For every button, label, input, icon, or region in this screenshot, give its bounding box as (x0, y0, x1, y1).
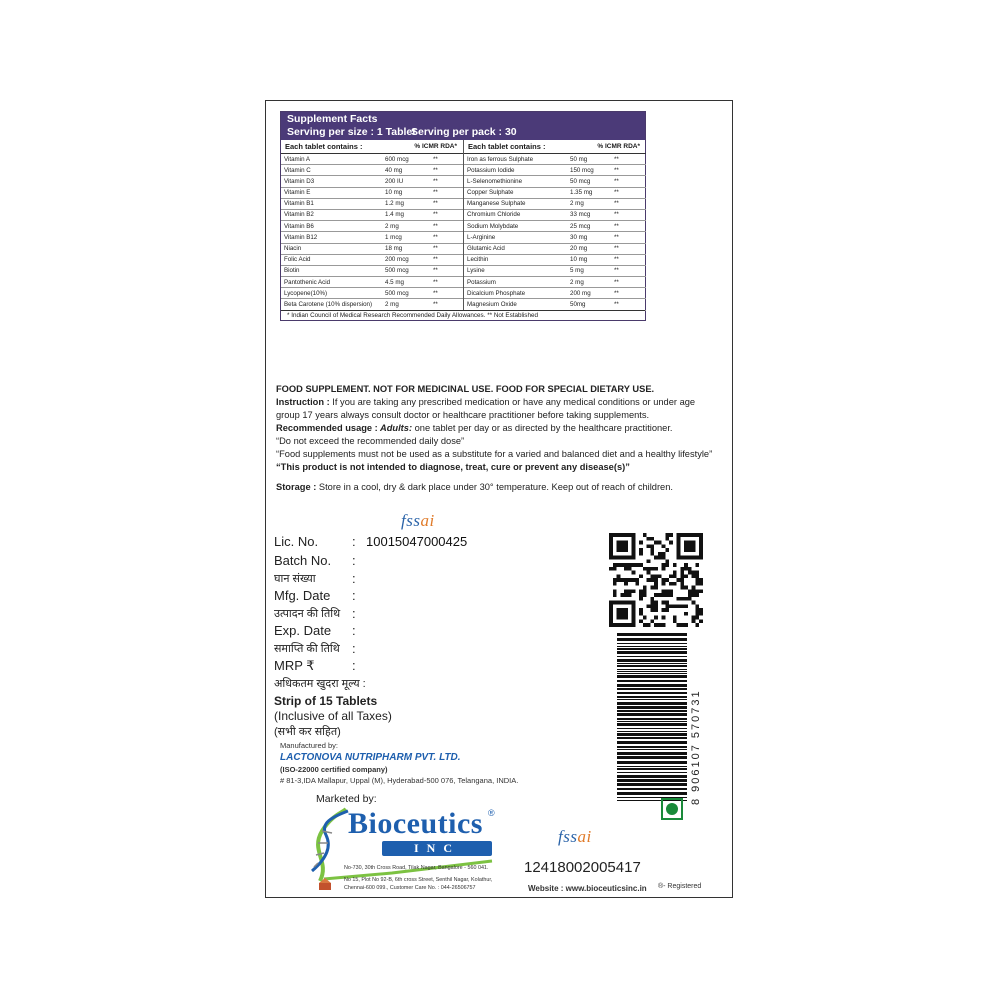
storage-line (276, 481, 673, 494)
disclaimer: “This product is not intended to diagnose, treat, cure or prevent any disease(s)” (276, 462, 630, 472)
inclusive-taxes: (Inclusive of all Taxes) (274, 709, 392, 723)
storage-label: Storage : (276, 482, 317, 492)
nutrient-rda: ** (614, 289, 619, 297)
batch-hindi-colon: : (352, 571, 356, 586)
dose-warning: “Do not exceed the recommended daily dose” (276, 436, 465, 446)
nutrient-name: Biotin (284, 267, 300, 275)
qr-code (609, 533, 703, 627)
supplement-row (281, 210, 463, 221)
nutrient-quantity: 25 mcg (570, 222, 591, 230)
supplement-row (464, 210, 646, 221)
supplement-row (281, 266, 463, 277)
nutrient-quantity: 40 mg (385, 166, 403, 174)
nutrient-rda: ** (614, 177, 619, 185)
supplement-row (464, 266, 646, 277)
product-label-panel (265, 100, 733, 898)
fssai-logo: fssai (401, 511, 435, 530)
supplement-footnote (281, 310, 645, 322)
marketer-address-1: No-730, 30th Cross Road, Tilak Nagar, Bangalore - 560 041. (344, 865, 489, 871)
instruction-line-2: group 17 years always consult doctor or healthcare practitioner before taking supplements. (276, 410, 650, 420)
nutrient-quantity: 2 mg (385, 222, 399, 230)
instruction-text: If you are taking any prescribed medication or have any medical conditions or under age (329, 397, 696, 407)
exp-date-label: Exp. Date (274, 623, 332, 638)
supplement-facts-title: Supplement Facts (287, 113, 378, 125)
supplement-row (464, 188, 646, 199)
website: Website : www.bioceuticsinc.in (528, 884, 647, 893)
supplement-row (281, 154, 463, 165)
lic-colon: : (352, 534, 356, 549)
column-header (281, 140, 463, 154)
nutrient-quantity: 200 IU (385, 177, 404, 185)
nutrient-rda: ** (614, 155, 619, 163)
nutrient-rda: ** (614, 189, 619, 197)
marketed-by-label: Marketed by: (316, 793, 377, 805)
nutrient-name: Sodium Molybdate (467, 222, 519, 230)
supplement-facts-table (280, 111, 646, 321)
nutrient-rda: ** (433, 245, 438, 252)
supplement-row (281, 277, 463, 288)
supplement-row (281, 165, 463, 176)
nutrient-rda: ** (433, 256, 438, 264)
serving-per-pack: Serving per pack : 30 (411, 126, 517, 138)
brand-registered-mark: ® (488, 808, 495, 818)
nutrient-rda: ** (433, 155, 438, 163)
nutrient-name: Vitamin D3 (284, 177, 315, 185)
nutrient-quantity: 18 mg (385, 245, 403, 252)
nutrient-name: L-Arginine (467, 233, 496, 241)
nutrient-rda: ** (614, 233, 619, 241)
nutrient-rda: ** (614, 245, 619, 252)
marketer-address-2: No 15, Plot No 92-B, 6th cross Street, Senthil Nagar, Kolathur, (344, 877, 493, 883)
supplement-row (464, 232, 646, 243)
nutrient-quantity: 10 mg (570, 256, 588, 264)
usage-line (276, 422, 673, 435)
supplement-row (464, 176, 646, 187)
supplement-row (464, 277, 646, 288)
usage-adults: Adults: (377, 423, 413, 433)
nutrient-quantity: 1.4 mg (385, 211, 404, 219)
supplement-row (464, 244, 646, 255)
nutrient-rda: ** (433, 189, 438, 197)
lic-no-value: 10015047000425 (366, 534, 468, 549)
substitute-warning: “Food supplements must not be used as a substitute for a varied and balanced diet and a healthy lifestyle” (276, 449, 713, 459)
nutrient-quantity: 4.5 mg (385, 278, 404, 286)
nutrient-rda: ** (433, 278, 438, 286)
building-icon (318, 877, 332, 891)
lic-no-label: Lic. No. (274, 534, 319, 549)
nutrient-name: Beta Carotene (10% dispersion) (284, 300, 373, 308)
manufacturer-rest: NUTRIPHARM PVT. LTD. (342, 752, 461, 763)
nutrient-quantity: 50 mcg (570, 177, 591, 185)
bioceutics-brand: Bioceutics (348, 807, 483, 840)
nutrient-rda: ** (614, 278, 619, 286)
nutrient-quantity: 5 mg (570, 267, 584, 275)
nutrient-name: Vitamin C (284, 166, 311, 174)
exp-colon: : (352, 623, 356, 638)
supplement-row (464, 299, 646, 310)
supplement-row (281, 244, 463, 255)
exp-hindi-colon: : (352, 641, 356, 656)
nutrient-rda: ** (433, 222, 438, 230)
supplement-row (464, 165, 646, 176)
supplement-row (281, 255, 463, 266)
nutrient-rda: ** (614, 166, 619, 174)
mfg-hindi-colon: : (352, 606, 356, 621)
nutrient-rda: ** (614, 211, 619, 219)
footnote-text: * Indian Council of Medical Research Recommended Daily Allowances. ** Not Established (287, 312, 538, 319)
mrp-hindi: अधिकतम खुदरा मूल्य : (274, 678, 366, 690)
manufacturer-brand: LACTONOVA (280, 752, 343, 763)
nutrient-name: Vitamin B6 (284, 222, 314, 230)
column-header (464, 140, 646, 154)
nutrient-name: Vitamin B2 (284, 211, 314, 219)
nutrient-name: Manganese Sulphate (467, 200, 526, 208)
instruction-label: Instruction : (276, 397, 330, 407)
instruction-line (276, 396, 695, 409)
nutrient-quantity: 200 mg (570, 289, 591, 297)
supplement-row (281, 232, 463, 243)
fssai-number: 12418002005417 (524, 859, 641, 876)
nutrient-name: Niacin (284, 245, 302, 252)
usage-text: one tablet per day or as directed by the healthcare practitioner. (412, 423, 673, 433)
supplement-row (281, 188, 463, 199)
fssai-logo-2: fssai (558, 827, 592, 846)
manufacturer-name (280, 752, 461, 763)
supplement-facts-header (281, 112, 645, 140)
nutrient-quantity: 50 mg (570, 155, 588, 163)
nutrient-rda: ** (433, 267, 438, 275)
nutrient-name: Lecithin (467, 256, 489, 264)
serving-size: Serving per size : 1 Tablet (287, 126, 416, 138)
nutrient-name: Magnesium Oxide (467, 300, 517, 308)
nutrient-name: Potassium Iodide (467, 166, 515, 174)
inclusive-taxes-hindi: (सभी कर सहित) (274, 726, 341, 738)
nutrient-name: Lycopene(10%) (284, 289, 328, 297)
nutrient-name: Dicalcium Phosphate (467, 289, 526, 297)
nutrient-name: Pantothenic Acid (284, 278, 331, 286)
supplement-row (464, 154, 646, 165)
batch-no-hindi: घान संख्या (274, 573, 316, 585)
nutrient-quantity: 10 mg (385, 189, 403, 197)
marketer-address-3: Chennai-600 099., Customer Care No. : 044-26506757 (344, 885, 476, 891)
supplement-row (281, 221, 463, 232)
column-header-label: Each tablet contains : (468, 142, 546, 151)
usage-label: Recommended usage : (276, 423, 378, 433)
supplement-row (281, 199, 463, 210)
nutrient-name: Vitamin E (284, 189, 311, 197)
nutrient-name: Glutamic Acid (467, 245, 505, 252)
supplement-row (281, 288, 463, 299)
supplement-column-left (281, 140, 463, 310)
rda-header-label: % ICMR RDA* (414, 143, 457, 150)
supplement-row (464, 221, 646, 232)
exp-date-hindi: समाप्ति की तिथि (274, 643, 340, 655)
batch-colon: : (352, 553, 356, 568)
nutrient-quantity: 1.2 mg (385, 200, 404, 208)
vegetarian-mark-icon (661, 798, 683, 820)
nutrient-quantity: 500 mcg (385, 289, 409, 297)
nutrient-rda: ** (614, 256, 619, 264)
iso-certification: (ISO-22000 certified company) (280, 765, 388, 774)
rda-header-label: % ICMR RDA* (597, 143, 640, 150)
nutrient-name: Vitamin B12 (284, 233, 318, 241)
nutrient-name: Lysine (467, 267, 485, 275)
supplement-row (464, 255, 646, 266)
nutrient-quantity: 2 mg (570, 278, 584, 286)
brand-inc: INC (382, 841, 492, 856)
nutrient-name: Potassium (467, 278, 496, 286)
nutrient-name: Copper Sulphate (467, 189, 514, 197)
barcode-number: 8 906107 570731 (690, 689, 702, 805)
batch-no-label: Batch No. (274, 553, 332, 568)
registered-note: ®- Registered (658, 883, 702, 890)
nutrient-quantity: 50mg (570, 300, 586, 308)
mrp-label: MRP ₹ (274, 658, 315, 673)
nutrient-quantity: 2 mg (570, 200, 584, 208)
strip-count: Strip of 15 Tablets (274, 694, 378, 708)
nutrient-quantity: 200 mcg (385, 256, 409, 264)
mfg-date-label: Mfg. Date (274, 588, 331, 603)
column-header-label: Each tablet contains : (285, 142, 363, 151)
mrp-colon: : (352, 658, 356, 673)
supplement-column-right (463, 140, 646, 310)
supplement-row (281, 176, 463, 187)
nutrient-rda: ** (614, 267, 619, 275)
food-supplement-notice: FOOD SUPPLEMENT. NOT FOR MEDICINAL USE. FOOD FOR SPECIAL DIETARY USE. (276, 384, 655, 394)
nutrient-rda: ** (433, 211, 438, 219)
nutrient-rda: ** (433, 200, 438, 208)
nutrient-quantity: 33 mcg (570, 211, 591, 219)
nutrient-quantity: 600 mcg (385, 155, 409, 163)
supplement-row (464, 288, 646, 299)
manufacturer-address: # 81-3,IDA Mallapur, Uppal (M), Hyderabad-500 076, Telangana, INDIA. (280, 776, 519, 785)
nutrient-quantity: 20 mg (570, 245, 588, 252)
nutrient-name: Vitamin A (284, 155, 311, 163)
mfg-date-hindi: उत्पादन की तिथि (274, 608, 341, 620)
nutrient-quantity: 150 mcg (570, 166, 594, 174)
nutrient-quantity: 1.35 mg (570, 189, 593, 197)
mfg-colon: : (352, 588, 356, 603)
nutrient-name: Iron as ferrous Sulphate (467, 155, 534, 163)
nutrient-name: Folic Acid (284, 256, 311, 264)
nutrient-name: Vitamin B1 (284, 200, 314, 208)
nutrient-quantity: 500 mcg (385, 267, 409, 275)
supplement-row (464, 199, 646, 210)
nutrient-quantity: 2 mg (385, 300, 399, 308)
nutrient-rda: ** (433, 289, 438, 297)
supplement-row (281, 299, 463, 310)
storage-text: Store in a cool, dry & dark place under 30° temperature. Keep out of reach of children. (316, 482, 673, 492)
nutrient-name: L-Selenomethionine (467, 177, 523, 185)
nutrient-rda: ** (433, 233, 438, 241)
nutrient-quantity: 30 mg (570, 233, 588, 241)
nutrient-rda: ** (614, 200, 619, 208)
manufactured-by-label: Manufactured by: (280, 741, 338, 750)
nutrient-name: Chromium Chloride (467, 211, 521, 219)
nutrient-rda: ** (614, 222, 619, 230)
nutrient-quantity: 1 mcg (385, 233, 402, 241)
nutrient-rda: ** (433, 300, 438, 308)
nutrient-rda: ** (614, 300, 619, 308)
nutrient-rda: ** (433, 166, 438, 174)
nutrient-rda: ** (433, 177, 438, 185)
